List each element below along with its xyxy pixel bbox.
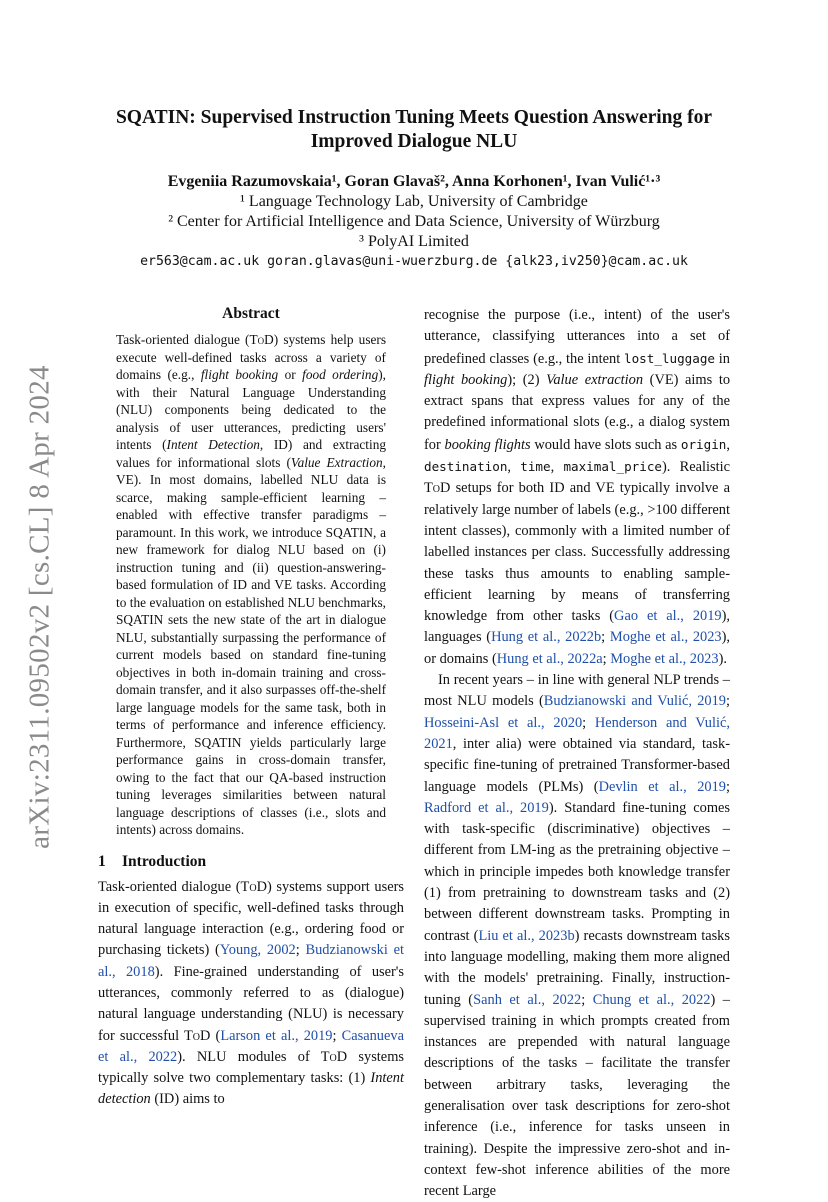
citation-link[interactable]: Larson et al., 2019 xyxy=(220,1027,333,1044)
citation-link[interactable]: Sanh et al., 2022 xyxy=(473,991,582,1008)
citation-link[interactable]: Budzianowski et al., 2018 xyxy=(98,942,404,980)
author-names: Evgeniia Razumovskaia¹, Goran Glavaš², Anna Korhonen¹, Ivan Vulić¹·³ xyxy=(167,173,661,190)
citation-link[interactable]: Casanueva et al., 2022 xyxy=(98,1027,404,1065)
citation-link[interactable]: Hosseini-Asl et al., 2020 xyxy=(424,714,583,731)
citation-link[interactable]: Hung et al., 2022b xyxy=(491,629,602,646)
section-number: 1 xyxy=(98,852,106,870)
citation-link[interactable]: Devlin et al., 2019 xyxy=(598,778,726,795)
code-term: time xyxy=(520,459,551,475)
code-term: destination xyxy=(424,459,508,475)
author-emails: er563@cam.ac.uk goran.glavas@uni-wuerzburg.de {alk23,iv250}@cam.ac.uk xyxy=(140,254,688,269)
citation-link[interactable]: Liu et al., 2023b xyxy=(478,927,575,944)
paper-title xyxy=(96,106,732,154)
citation-link[interactable]: Budzianowski and Vulić, 2019 xyxy=(543,693,727,710)
left-column xyxy=(98,305,404,1111)
citation-link[interactable]: Chung et al., 2022 xyxy=(592,991,711,1008)
abstract-text: Task-oriented dialogue (ToD) systems help users execute well-defined tasks across a variety of domains (e.g., flight booking or food ordering), with their Natural Language Understanding (NLU) components being dedicated to the analysis of user utterances, predicting users' intents (Intent Detection, ID) and extracting values for informational slots (Value Extraction, VE). In most domains, labelled NLU data is scarce, making sample-efficient learning – enabled with effective transfer paradigms – paramount. In this work, we introduce SQATIN, a new framework for dialog NLU based on (i) instruction tuning and (ii) question-answering-based formulation of ID and VE tasks. According to the evaluation on established NLU benchmarks, SQATIN sets the new state of the art in dialogue NLU, substantially surpassing the performance of current models based on standard fine-tuning objectives in both in-domain training and cross-domain transfer, and it also surpasses off-the-shelf large language models for the same task, both in terms of performance and inference efficiency. Furthermore, SQATIN yields particularly large performance gains in cross-domain transfer, owing to the fact that our QA-based instruction tuning leverages similarities between natural language descriptions of classes (i.e., slots and intents) across domains. xyxy=(116,332,386,837)
title-line-2: Improved Dialogue NLU xyxy=(310,131,518,152)
citation-link[interactable]: Moghe et al., 2023 xyxy=(609,629,722,646)
author-block xyxy=(96,172,732,272)
intro-paragraph: Task-oriented dialogue (ToD) systems support users in execution of specific, well-defined tasks through natural language interaction (e.g., ordering food or purchasing tickets) (Young, 2002; Budzianowski et al., 2018). Fine-grained understanding of user's utterances, commonly referred to as (dialogue) natural language understanding (NLU) is necessary for successful ToD (Larson et al., 2019; Casanueva et al., 2022). NLU modules of ToD systems typically solve two complementary tasks: (1) Intent detection (ID) aims to xyxy=(98,878,405,1108)
citation-link[interactable]: Moghe et al., 2023 xyxy=(610,650,719,667)
code-term: origin xyxy=(680,436,727,452)
section-title: Introduction xyxy=(122,852,207,870)
affiliation-3: ³ PolyAI Limited xyxy=(359,233,469,250)
citation-link[interactable]: Young, 2002 xyxy=(219,942,296,959)
affiliation-1: ¹ Language Technology Lab, University of Cambridge xyxy=(240,193,588,210)
intro-paragraph-2: In recent years – in line with general NLP trends – most NLU models (Budzianowski and Vulić, 2019; Hosseini-Asl et al., 2020; Henderson and Vulić, 2021, inter alia) were obtained via standard, task-specific fine-tuning of pretrained Transformer-based language models (PLMs) (Devlin et al., 2019; Radford et al., 2019). Standard fine-tuning comes with task-specific (discriminative) objectives – different from LM-ing as the pretraining objective – which in principle impedes both knowledge transfer (1) from pretraining to downstream tasks and (2) between different downstream tasks. Prompting in contrast (Liu et al., 2023b) recasts downstream tasks into language modelling, making them more aligned with the models' pretraining. Finally, instruction-tuning (Sanh et al., 2022; Chung et al., 2022) – supervised training in which prompts created from instances are prepended with natural language descriptions of the tasks – facilitate the transfer between arbitrary tasks, leveraging the generalisation over task descriptions for zero-shot inference (i.e., inference for tasks unseen in training). Despite the impressive zero-shot and in-context few-shot inference abilities of the more recent Large xyxy=(424,672,731,1200)
affiliation-2: ² Center for Artificial Intelligence and Data Science, University of Würzburg xyxy=(168,213,660,230)
abstract-heading: Abstract xyxy=(222,305,280,322)
arxiv-identifier: arXiv:2311.09502v2 [cs.CL] 8 Apr 2024 xyxy=(23,365,56,849)
right-column xyxy=(424,305,730,1202)
citation-link[interactable]: Hung et al., 2022a xyxy=(496,650,603,667)
intro-paragraph-continued: recognise the purpose (i.e., intent) of the user's utterance, classifying utterances into a set of predefined classes (e.g., the intent lost_luggage in flight booking); (2) Value extraction (VE) aims to extract spans that express values for any of the predefined informational slots (e.g., a dialog system for booking flights would have slots such as origin, destination, time, maximal_price). Realistic ToD setups for both ID and VE typically involve a relatively large number of labels (e.g., >100 different intent classes), commonly with a limited number of labelled instances per class. Successfully addressing these tasks thus amounts to enabling sample-efficient learning by means of transferring knowledge from other tasks (Gao et al., 2019), languages (Hung et al., 2022b; Moghe et al., 2023), or domains (Hung et al., 2022a; Moghe et al., 2023). xyxy=(424,307,731,667)
citation-link[interactable]: Henderson and Vulić, 2021 xyxy=(424,714,730,752)
arxiv-sideband xyxy=(22,365,58,849)
code-term: lost_luggage xyxy=(624,350,715,366)
title-line-1: SQATIN: Supervised Instruction Tuning Meets Question Answering for xyxy=(115,107,713,128)
section-heading-introduction xyxy=(98,853,404,871)
code-term: maximal_price xyxy=(563,459,663,475)
citation-link[interactable]: Gao et al., 2019 xyxy=(614,608,722,625)
citation-link[interactable]: Radford et al., 2019 xyxy=(424,799,549,816)
